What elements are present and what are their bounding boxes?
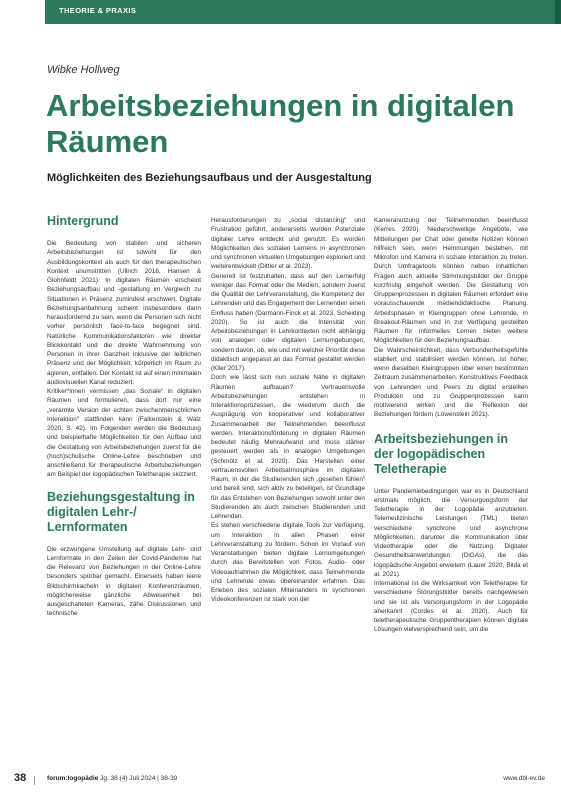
text-column-2 (211, 216, 365, 605)
text-column-1 (47, 214, 201, 619)
paragraph: Doch wie lässt sich nun soziale Nähe in digitalen Räumen aufbauen? Vertrauensvolle Arbeitsbeziehungen entstehen in Interaktionsprozessen, die wiederum durch die Ausprägung von kooperativer und kollaborativer Zusammenarbeit der Teilnehmenden beeinflusst werden. Interaktionsförderung in digitalen Räumen bedeutet häufig Mehraufwand und muss stärker gesteuert werden als in analogen Umgebungen (Schmölz et al. 2020). Das Herstellen einer vertrauensvollen Arbeitsatmosphäre im digitalen Raum, in der die Studierenden sich „gesehen fühlen“ und bereit sind, sich aktiv zu beteiligen, ist Grundlage für das Entstehen von Beziehungen sowohl unter den Studierenden als auch zwischen Studierenden und Lehrenden. (211, 374, 365, 520)
page-footer (0, 770, 561, 790)
article-subtitle: Möglichkeiten des Beziehungsaufbaus und der Ausgestaltung (47, 172, 372, 184)
section-heading-hintergrund: Hintergrund (47, 214, 119, 228)
journal-citation (47, 775, 177, 782)
section-heading-beziehungsgestaltung: Beziehungsgestaltung in digitalen Lehr-/ Lernformaten (47, 489, 195, 534)
article-title: Arbeitsbeziehungen in digitalen Räumen (46, 88, 515, 159)
footer-divider (34, 776, 35, 785)
author-name: Wibke Hollweg (47, 64, 120, 76)
paragraph: Die Bedeutung von stabilen und sicheren Arbeitsbeziehungen ist sowohl für den Ausbildungskontext als auch für den therapeutischen Kontext unumstritten (Ullrich 2016, Hansen & Glohnfeldt 2021). In digitalen Räumen erscheint Beziehungsaufbau und -gestaltung im Vergleich zu Situationen in Präsenz zumindest erschwert. Digitale Beziehungsanbahnung scheint insbesondere dann herausfordernd zu sein, wenn die Personen sich nicht vorher persönlich face-to-face begegnet sind. Natürliche Kommunikationsfaktoren wie direkter Blickkontakt und die direkte Wahrnehmung von Personen in ihrer Ganzheit inklusive der leiblichen Präsenz und der Möglichkeit, körperlich im Raum zu agieren, entfallen. Der Kontakt ist auf einen minimalen audiovisuellen Kanal reduziert. (47, 240, 201, 386)
paragraph: Kameranutzung der Teilnehmenden beeinflusst (Kerres 2020). Niederschwellige Angebote, wie Mitteilungen per Chat oder geteilte Notizen können hilfreich sein, wenn Hemmungen bestehen, mit Mikrofon und Kamera in soziale Interaktion zu treten. Durch Umfragetools können neben inhaltlichen Fragen auch aktuelle Stimmungsbilder der Gruppe kurzfristig eingeholt werden. Die Gestaltung von Gruppenprozessen in digitalen Räumen erfordert eine vorausschauende mediendidaktische Planung. Arbeitsphasen in Kleingruppen ohne Lehrende, in Breakout-Räumen und in zur Verfügung gestellten Räumen für informelles Lernen bieten weitere Möglichkeiten für den Beziehungsaufbau. (374, 217, 528, 345)
paragraph: Unter Pandemiebedingungen war es in Deutschland erstmals möglich, die Versorgungsform der Teletherapie in der Logopädie anzubieten. Telemedizinische Leistungen (TML) bieten verschiedene synchrone und asynchrone Möglichkeiten, darunter die Kommunikation über Videotherapie oder die Nutzung Digitaler Gesundheitsanwendungen (DiGAs), die das logopädische Angebot erweitern (Lauer 2020, Bilda et al. 2021). (374, 487, 528, 578)
section-header-bar (45, 0, 561, 24)
paragraph: International ist die Wirksamkeit von Teletherapie für verschiedene Störungsbilder bereits nachgewiesen und sie ist als Versorgungsform in der Logopädie anerkannt (Cordes et al. 2020). Auch für teletherapeutische Gruppentherapien können digitale Lösungen vielversprechend sein, um die (374, 580, 528, 634)
text-column-3 (374, 216, 528, 635)
website-link[interactable]: www.dbl-ev.de (503, 775, 545, 782)
paragraph: Die erzwungene Umstellung auf digitale Lehr- und Lernformate in den Zeiten der Covid-Pandemie hat die Relevanz von Beziehungen in der Online-Lehre besonders spürbar gemacht. Einerseits haben leere Bildschirmkacheln in digitalen Konferenzräumen, möglicherweise gänzliche Abwesenheit bei ausgeschalteten Kameras, zähe Diskussionen und technische (47, 545, 201, 618)
paragraph: Herausforderungen zu „social distancing“ und Frustration geführt, andererseits wurden Potenziale digitaler Lehre entdeckt und genutzt. Es wurden Möglichkeiten des sozialen Lernens in asynchronen und synchronen virtuellen Umgebungen exploriert und weiterentwickelt (Dittler et al. 2023). (211, 217, 365, 271)
paragraph: Generell ist festzuhalten, dass auf den Lernerfolg weniger das Format oder die Medien, sondern zuerst die Qualität der Lehrveranstaltung, die Kompetenz der Lehrenden und das Engagement der Lernenden einen Einfluss haben (Darmann-Finck et al. 2023, Scheiding 2020). So ist auch die Intensität von Arbeitsbeziehungen in Lehrkontexten nicht abhängig von analogen oder digitalen Lernumgebungen, sondern davon, ob, wie und mit welcher Priorität diese didaktisch angepasst an das Format gestaltet werden (Klier 2017). (211, 272, 365, 372)
journal-issue: Jg. 38 (4) Juli 2024 | 38-39 (100, 775, 178, 782)
journal-name: forum:logopädie (47, 775, 99, 782)
page-number: 38 (14, 772, 27, 784)
paragraph: Die Wahrscheinlichkeit, dass Verbundenheitsgefühle etabliert und stabilisiert werden können, ist höher, wenn dieselben Kleingruppen über einen bestimmten Zeitraum zusammenarbeiten. Konstruktives Feedback von Lehrenden und Peers zu digital erstellten Produkten und zu Gruppenprozessen kann motivierend wirken und die Reflexion der Beziehungen fördern (Löwenstein 2021). (374, 346, 528, 419)
section-heading-teletherapie: Arbeitsbeziehungen in der logopädischen Teletherapie (374, 431, 509, 476)
paragraph: Kritiker*innen vermissen „das Soziale“ in digitalen Räumen und formulieren, dass dort nur eine „verarmte Version der echten zwischenmenschlichen Interaktion“ stattfinden kann (Falkenstein & Walz 2020, S. 42). Im Folgenden werden die Bedeutung und beispielhafte Möglichkeiten für den Aufbau und die Gestaltung von Arbeitsbeziehungen zuerst für die (hoch)schulische Online-Lehre beschrieben und anschließend für therapeutische Arbeitsbeziehungen am Beispiel der logopädischen Teletherapie skizziert. (47, 388, 201, 479)
section-label: THEORIE & PRAXIS (59, 6, 137, 15)
paragraph: Es stehen verschiedene digitale Tools zur Verfügung, um Interaktion in allen Phasen einer Lehrveranstaltung zu fördern. Schon im Vorlauf von Veranstaltungen bieten digitale Lernumgebungen durch das Bereitstellen von Fotos, Audio- oder Videoaufnahmen die Möglichkeit, dass Teilnehmende und Lehrende etwas übereinander erfahren. Das Erleben des sozialen Miteinanders in synchronen Videokonferenzen ist stark von der (211, 522, 365, 604)
header-accent (555, 0, 561, 24)
